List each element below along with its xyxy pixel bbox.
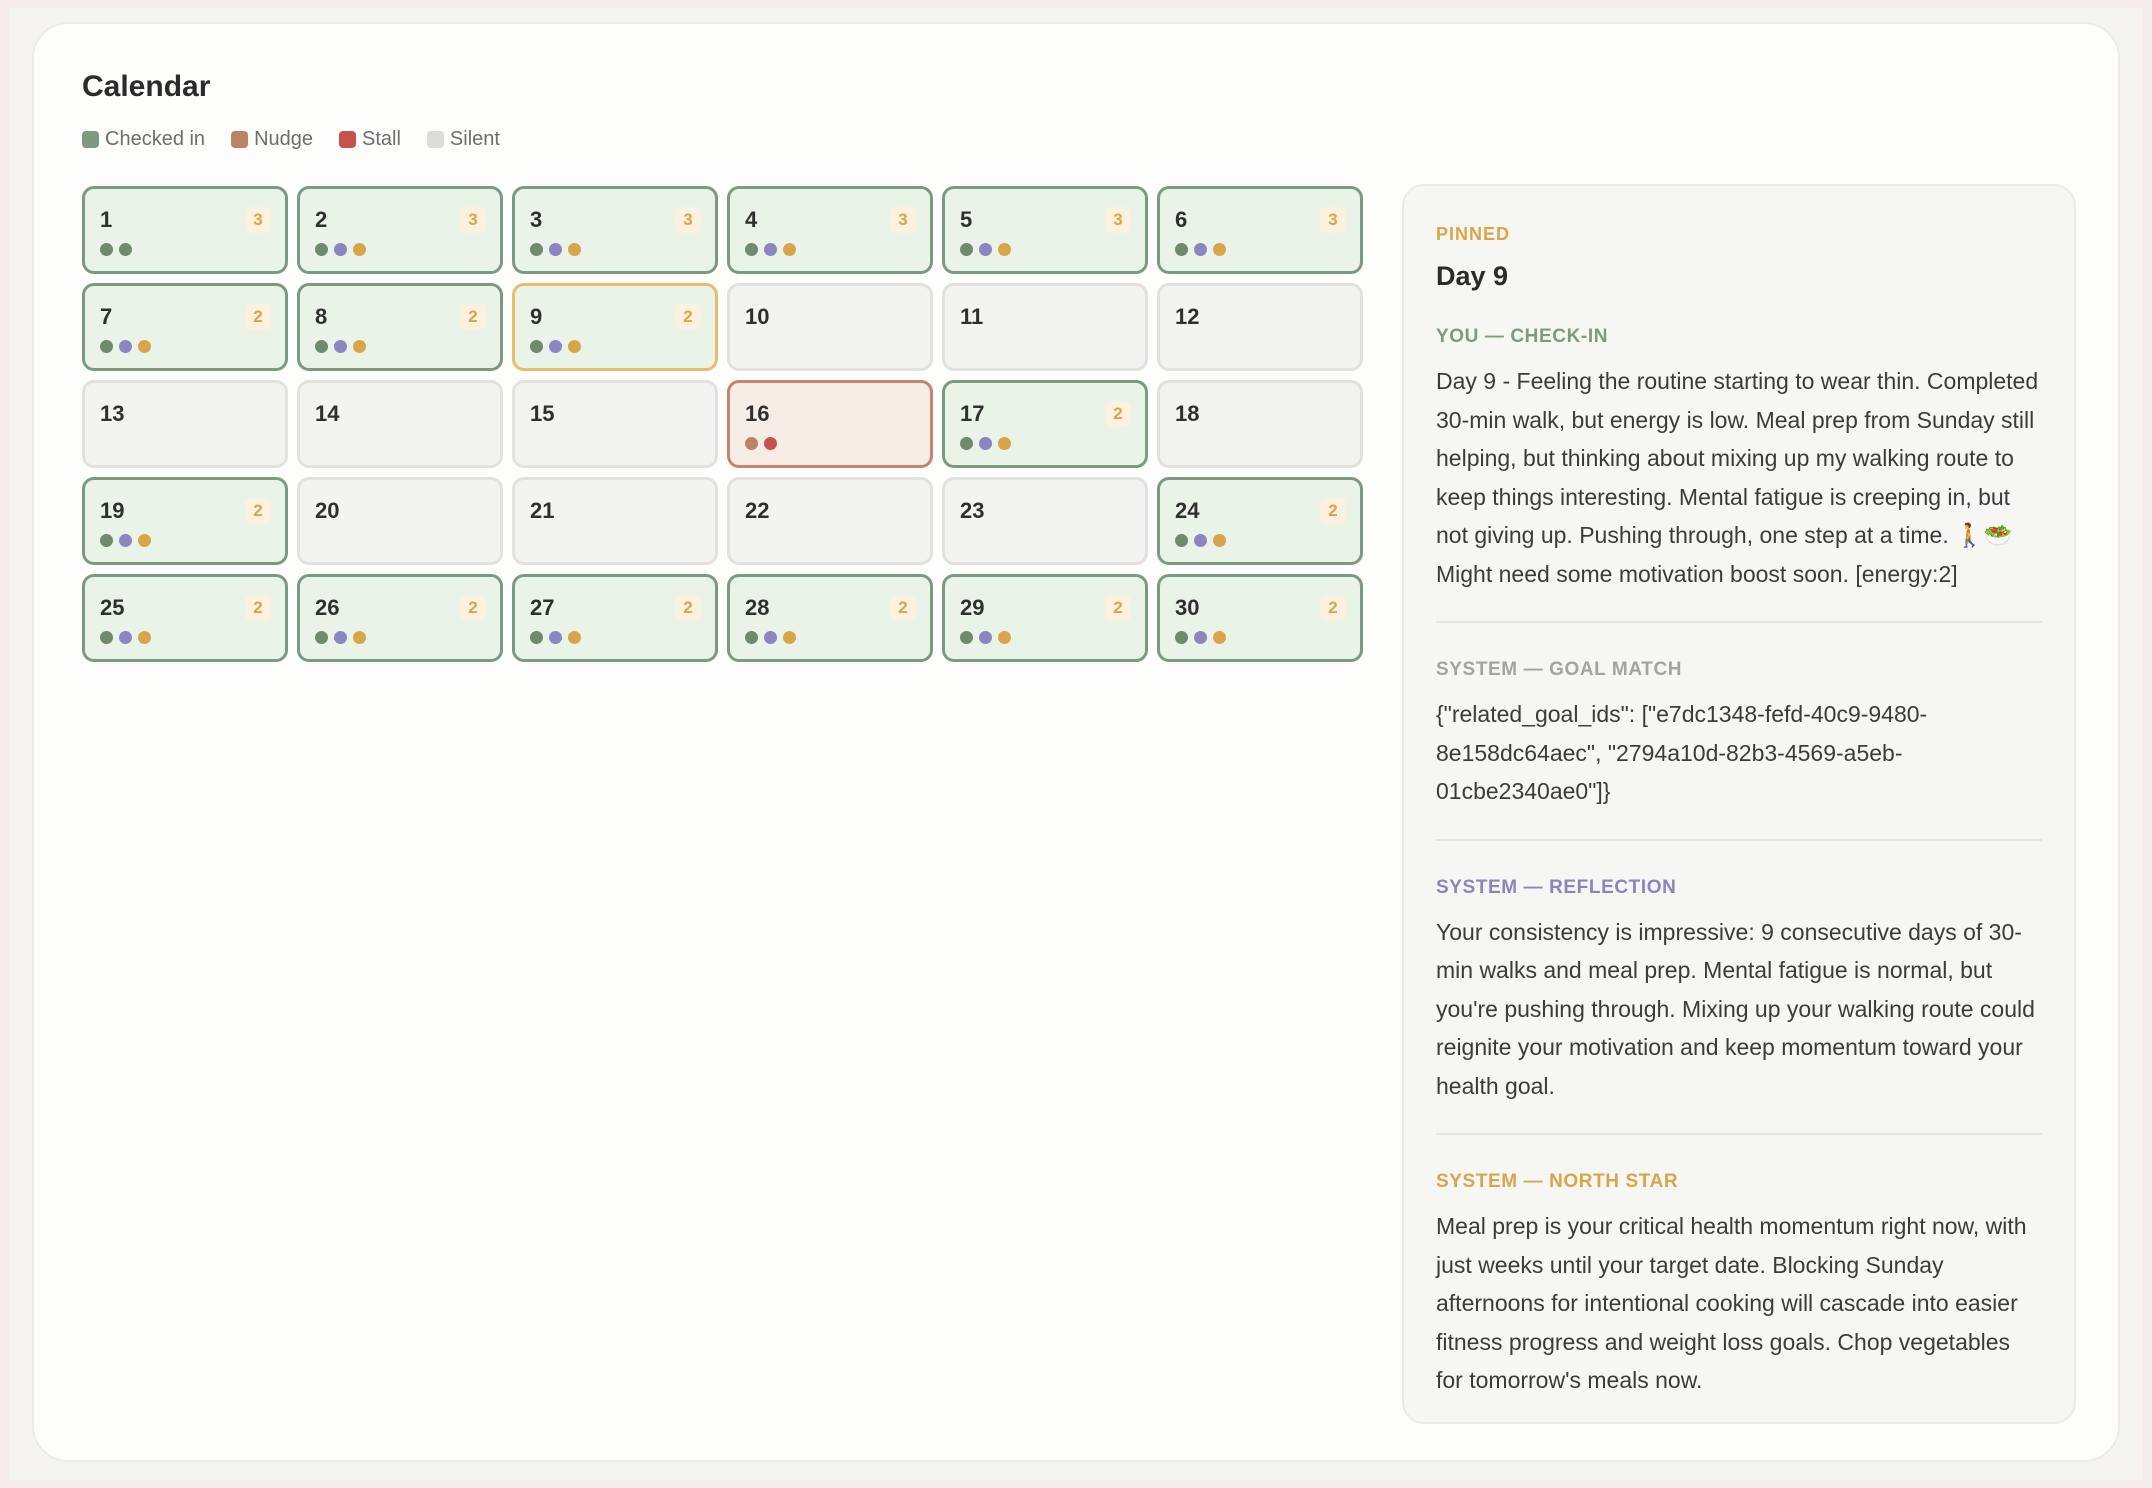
- entry-dot-gold: [568, 340, 581, 353]
- day-number: 12: [1175, 304, 1200, 329]
- entry-dots: [1175, 243, 1226, 256]
- day-number: 11: [960, 304, 984, 329]
- calendar-day-7[interactable]: [82, 283, 288, 371]
- day-number: 14: [315, 401, 340, 426]
- day-number: 18: [1175, 401, 1200, 426]
- calendar-day-12[interactable]: [1157, 283, 1363, 371]
- panel-section: [1436, 877, 2042, 1106]
- legend-label: Stall: [362, 128, 401, 150]
- panel-section: [1436, 1171, 2042, 1400]
- calendar-day-20[interactable]: [297, 477, 503, 565]
- entry-count-badge: 2: [460, 595, 486, 621]
- legend-swatch: [339, 131, 356, 148]
- day-number: 26: [315, 595, 340, 620]
- calendar-day-16[interactable]: [727, 380, 933, 468]
- entry-count-badge: 2: [675, 304, 701, 330]
- entry-count-badge: 3: [1320, 207, 1346, 233]
- entry-count-badge: 3: [460, 207, 486, 233]
- day-number: 28: [745, 595, 770, 620]
- calendar-day-2[interactable]: [297, 186, 503, 274]
- section-label: SYSTEM — NORTH STAR: [1436, 1171, 1679, 1192]
- entry-dot-green: [100, 631, 113, 644]
- calendar-day-13[interactable]: [82, 380, 288, 468]
- day-detail-panel: [1402, 184, 2076, 1424]
- entry-dot-gold: [783, 243, 796, 256]
- entry-dot-purple: [1194, 534, 1207, 547]
- entry-dots: [1175, 631, 1226, 644]
- entry-dot-gold: [568, 631, 581, 644]
- entry-dot-purple: [334, 340, 347, 353]
- entry-dots: [960, 243, 1011, 256]
- entry-dot-green: [315, 243, 328, 256]
- entry-dot-green: [1175, 243, 1188, 256]
- calendar-day-22[interactable]: [727, 477, 933, 565]
- entry-dot-green: [100, 534, 113, 547]
- entry-dot-green: [960, 243, 973, 256]
- entry-dot-gold: [138, 631, 151, 644]
- entry-dot-red: [764, 437, 777, 450]
- section-divider: [1436, 1133, 2042, 1135]
- entry-dot-green: [119, 243, 132, 256]
- calendar-day-11[interactable]: [942, 283, 1148, 371]
- legend-swatch: [231, 131, 248, 148]
- day-number: 16: [745, 401, 770, 426]
- calendar-day-28[interactable]: [727, 574, 933, 662]
- calendar-grid: [82, 186, 1363, 662]
- entry-dot-green: [745, 631, 758, 644]
- entry-dot-gold: [138, 534, 151, 547]
- calendar-day-8[interactable]: [297, 283, 503, 371]
- day-number: 10: [745, 304, 770, 329]
- day-number: 15: [530, 401, 555, 426]
- entry-dot-green: [530, 340, 543, 353]
- panel-sections: [1436, 326, 2042, 1400]
- entry-count-badge: 2: [1105, 401, 1131, 427]
- legend-swatch: [427, 131, 444, 148]
- entry-dots: [960, 437, 1011, 450]
- section-body: Meal prep is your critical health momentum right now, with just weeks until your target date. Blocking Sunday afternoons for intentional cooking will cascade into easier fitness progress and weight loss goals. Chop vegetables for tomorrow's meals now.: [1436, 1213, 2027, 1393]
- entry-dot-gold: [353, 340, 366, 353]
- calendar-day-6[interactable]: [1157, 186, 1363, 274]
- legend: [82, 128, 500, 151]
- day-number: 29: [960, 595, 985, 620]
- calendar-day-1[interactable]: [82, 186, 288, 274]
- entry-dot-purple: [549, 243, 562, 256]
- entry-dot-purple: [549, 340, 562, 353]
- entry-dot-green: [960, 437, 973, 450]
- entry-dot-purple: [979, 243, 992, 256]
- entry-dot-green: [100, 243, 113, 256]
- calendar-day-25[interactable]: [82, 574, 288, 662]
- entry-dot-brown: [745, 437, 758, 450]
- day-number: 2: [315, 207, 328, 232]
- entry-count-badge: 2: [890, 595, 916, 621]
- entry-count-badge: 2: [675, 595, 701, 621]
- day-number: 19: [100, 498, 125, 523]
- entry-dots: [315, 631, 366, 644]
- entry-dots: [100, 631, 151, 644]
- entry-count-badge: 2: [245, 595, 271, 621]
- entry-dot-green: [315, 631, 328, 644]
- entry-count-badge: 2: [245, 304, 271, 330]
- entry-dot-purple: [979, 437, 992, 450]
- calendar-day-9[interactable]: [512, 283, 718, 371]
- day-number: 21: [530, 498, 555, 523]
- entry-dot-purple: [119, 340, 132, 353]
- calendar-day-17[interactable]: [942, 380, 1148, 468]
- day-number: 6: [1175, 207, 1188, 232]
- entry-dot-gold: [353, 243, 366, 256]
- section-label: SYSTEM — GOAL MATCH: [1436, 659, 1683, 680]
- entry-dot-gold: [568, 243, 581, 256]
- entry-dot-green: [960, 631, 973, 644]
- panel-section: [1436, 326, 2042, 593]
- entry-count-badge: 3: [675, 207, 701, 233]
- entry-dot-purple: [119, 534, 132, 547]
- day-number: 1: [100, 207, 113, 232]
- entry-count-badge: 3: [890, 207, 916, 233]
- entry-dots: [530, 631, 581, 644]
- entry-dot-gold: [998, 437, 1011, 450]
- entry-dot-gold: [138, 340, 151, 353]
- entry-dot-gold: [353, 631, 366, 644]
- legend-item: [82, 128, 205, 151]
- legend-item: [339, 128, 401, 151]
- calendar-day-30[interactable]: [1157, 574, 1363, 662]
- entry-dots: [315, 243, 366, 256]
- calendar-day-14[interactable]: [297, 380, 503, 468]
- day-number: 20: [315, 498, 340, 523]
- section-label: SYSTEM — REFLECTION: [1436, 876, 1677, 898]
- day-number: 17: [960, 401, 985, 426]
- legend-label: Silent: [449, 128, 500, 150]
- pinned-label: PINNED: [1436, 224, 1511, 244]
- entry-dot-green: [530, 243, 543, 256]
- section-body: {"related_goal_ids": ["e7dc1348-fefd-40c9-9480-8e158dc64aec", "2794a10d-82b3-4569-a5eb-01cbe2340ae0"]}: [1436, 701, 1928, 804]
- entry-dot-purple: [334, 631, 347, 644]
- page-title: Calendar: [82, 70, 211, 103]
- calendar-day-18[interactable]: [1157, 380, 1363, 468]
- entry-dot-purple: [549, 631, 562, 644]
- entry-dot-purple: [764, 631, 777, 644]
- entry-dot-green: [1175, 631, 1188, 644]
- entry-dot-green: [1175, 534, 1188, 547]
- day-number: 13: [100, 401, 125, 426]
- entry-dot-gold: [998, 631, 1011, 644]
- calendar-day-26[interactable]: [297, 574, 503, 662]
- legend-item: [231, 128, 313, 151]
- section-divider: [1436, 621, 2042, 623]
- calendar-day-23[interactable]: [942, 477, 1148, 565]
- calendar-day-19[interactable]: [82, 477, 288, 565]
- entry-dots: [100, 340, 151, 353]
- calendar-day-29[interactable]: [942, 574, 1148, 662]
- entry-count-badge: 2: [1320, 595, 1346, 621]
- entry-dots: [1175, 534, 1226, 547]
- entry-count-badge: 3: [245, 207, 271, 233]
- day-number: 25: [100, 595, 125, 620]
- entry-dot-gold: [998, 243, 1011, 256]
- calendar-day-5[interactable]: [942, 186, 1148, 274]
- calendar-day-27[interactable]: [512, 574, 718, 662]
- entry-dots: [315, 340, 366, 353]
- day-number: 30: [1175, 595, 1200, 620]
- calendar-day-24[interactable]: [1157, 477, 1363, 565]
- day-number: 27: [530, 595, 555, 620]
- calendar-day-3[interactable]: [512, 186, 718, 274]
- entry-dot-purple: [1194, 243, 1207, 256]
- section-divider: [1436, 839, 2042, 841]
- entry-dot-green: [315, 340, 328, 353]
- calendar-day-10[interactable]: [727, 283, 933, 371]
- calendar-day-21[interactable]: [512, 477, 718, 565]
- entry-dot-purple: [119, 631, 132, 644]
- entry-dot-green: [100, 340, 113, 353]
- entry-count-badge: 3: [1105, 207, 1131, 233]
- day-number: 5: [960, 207, 973, 232]
- entry-dot-purple: [1194, 631, 1207, 644]
- entry-dots: [100, 534, 151, 547]
- day-number: 7: [100, 304, 113, 329]
- calendar-day-15[interactable]: [512, 380, 718, 468]
- legend-label: Nudge: [254, 128, 313, 150]
- panel-section: [1436, 659, 2042, 811]
- entry-dot-gold: [1213, 243, 1226, 256]
- day-number: 9: [530, 304, 543, 329]
- day-number: 23: [960, 498, 985, 523]
- day-number: 24: [1175, 498, 1200, 523]
- entry-dot-gold: [783, 631, 796, 644]
- entry-dots: [745, 243, 796, 256]
- day-number: 4: [745, 207, 758, 232]
- entry-dot-gold: [1213, 631, 1226, 644]
- entry-dots: [745, 437, 777, 450]
- entry-dot-gold: [1213, 534, 1226, 547]
- section-label: YOU — CHECK-IN: [1436, 326, 1609, 347]
- section-body: Your consistency is impressive: 9 consecutive days of 30-min walks and meal prep. Mental fatigue is normal, but you're pushing through. Mixing up your walking route could reignite your motivation and keep momentum toward your health goal.: [1436, 918, 2035, 1099]
- entry-count-badge: 2: [1105, 595, 1131, 621]
- calendar-day-4[interactable]: [727, 186, 933, 274]
- entry-count-badge: 2: [245, 498, 271, 524]
- entry-count-badge: 2: [460, 304, 486, 330]
- entry-dots: [960, 631, 1011, 644]
- entry-dot-green: [745, 243, 758, 256]
- entry-dots: [530, 340, 581, 353]
- entry-dots: [530, 243, 581, 256]
- entry-dots: [100, 243, 132, 256]
- legend-item: [427, 128, 500, 151]
- entry-dot-purple: [334, 243, 347, 256]
- entry-dots: [745, 631, 796, 644]
- entry-dot-purple: [764, 243, 777, 256]
- day-number: 22: [745, 498, 770, 523]
- entry-dot-green: [530, 631, 543, 644]
- day-number: 3: [530, 207, 543, 232]
- legend-swatch: [82, 131, 99, 148]
- entry-count-badge: 2: [1320, 498, 1346, 524]
- section-body: Day 9 - Feeling the routine starting to wear thin. Completed 30-min walk, but energy is low. Meal prep from Sunday still helping, but thinking about mixing up my walking route to keep things interesting. Mental fatigue is creeping in, but not giving up. Pushing through, one step at a time. 🚶🥗 Might need some motivation boost soon. [energy:2]: [1436, 368, 2039, 587]
- panel-day-title: Day 9: [1436, 261, 1509, 291]
- entry-dot-purple: [979, 631, 992, 644]
- day-number: 8: [315, 304, 328, 329]
- legend-label: Checked in: [105, 128, 206, 150]
